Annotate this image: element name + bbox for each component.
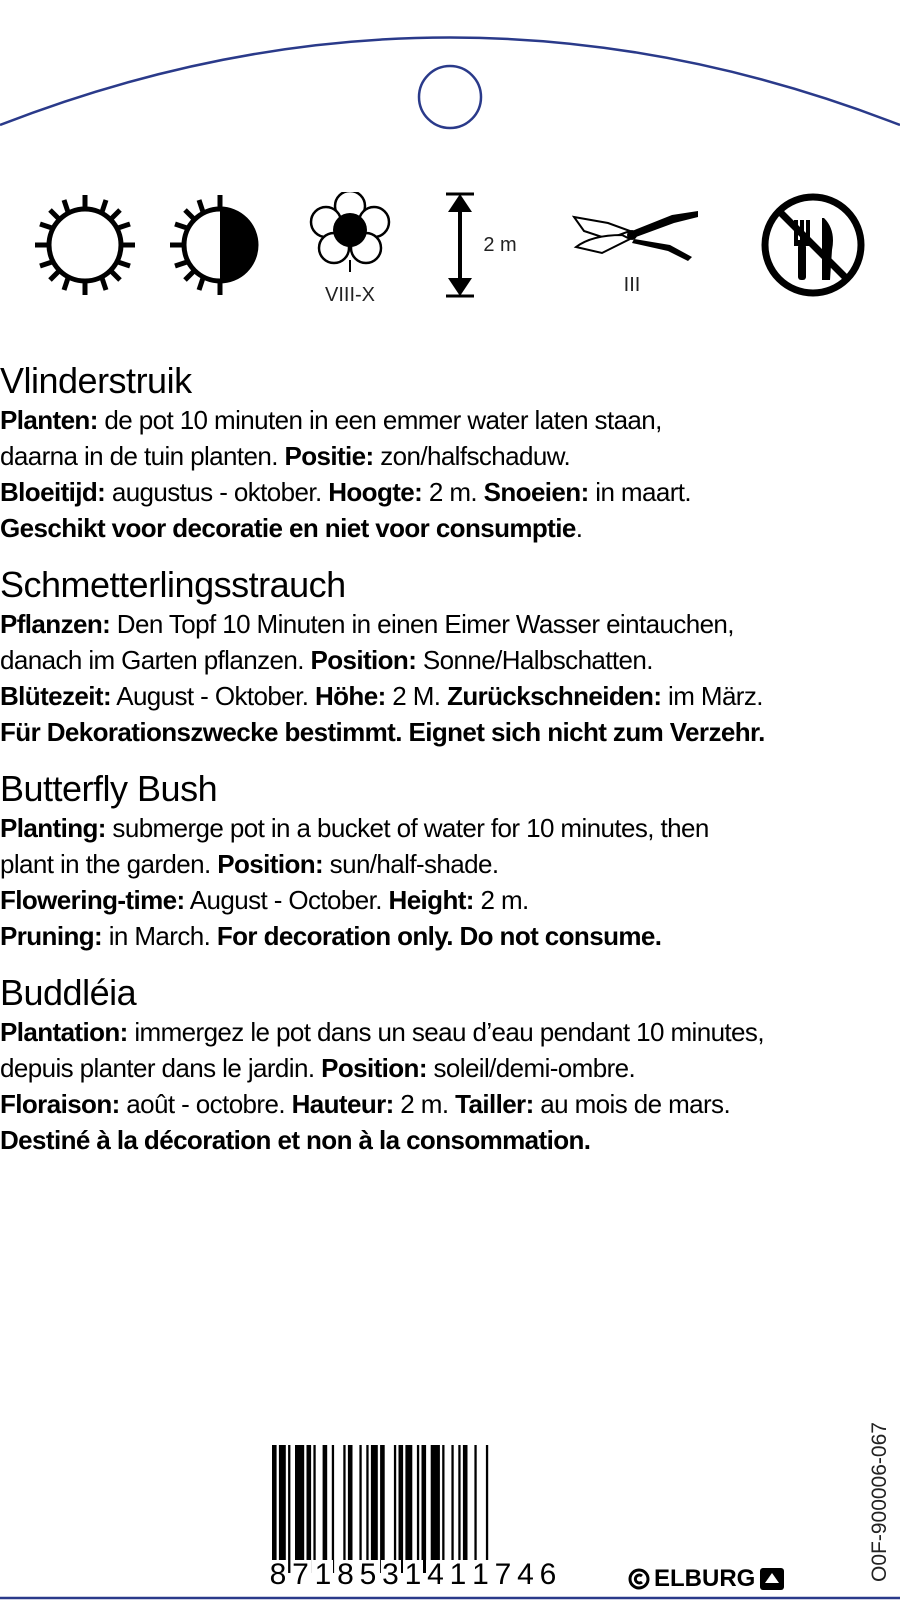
instruction-line — [0, 918, 900, 954]
flower-icon — [300, 192, 400, 272]
barcode-digit: 1 — [404, 1558, 422, 1591]
barcode-digit: 1 — [472, 1558, 489, 1591]
instruction-line — [0, 510, 900, 546]
bold-text: Tailler: — [455, 1089, 534, 1119]
bold-text: Snoeien: — [483, 477, 589, 507]
barcode-bar — [399, 1445, 404, 1573]
text: soleil/demi-ombre. — [426, 1053, 636, 1083]
barcode-bar — [279, 1445, 286, 1573]
text: in March. — [102, 921, 217, 951]
brand-mark-icon — [759, 1567, 785, 1591]
barcode-digit: 1 — [449, 1558, 467, 1591]
barcode-digit: 5 — [359, 1558, 377, 1591]
text: Sonne/Halbschatten. — [416, 645, 653, 675]
barcode-bar — [458, 1445, 460, 1573]
product-code: O0F-900006-067 — [868, 1422, 891, 1582]
bold-text: Höhe: — [314, 681, 386, 711]
instruction-line — [0, 606, 900, 642]
barcode-bar — [348, 1445, 353, 1573]
half-shade-icon — [165, 190, 275, 300]
barcode-bar — [295, 1445, 304, 1573]
barcode-digit: 8 — [337, 1558, 354, 1591]
instruction-line — [0, 474, 900, 510]
instruction-line — [0, 1086, 900, 1122]
barcode-bar — [451, 1445, 453, 1573]
bold-text: Position: — [310, 645, 417, 675]
text: 2 M. — [385, 681, 448, 711]
text: 2 m. — [422, 477, 484, 507]
text: 2 m. — [473, 885, 529, 915]
instruction-line — [0, 882, 900, 918]
barcode-digit: 8 — [269, 1558, 287, 1591]
text: depuis planter dans le jardin. — [0, 1053, 322, 1083]
label-top-arc — [0, 38, 900, 126]
section-2 — [0, 768, 900, 954]
barcode-digit: 3 — [382, 1558, 399, 1591]
bold-text: For decoration only. Do not consume. — [216, 921, 662, 951]
hanger-hole — [419, 66, 481, 128]
barcode-bar — [422, 1445, 427, 1573]
pruning-month-caption: III — [623, 274, 641, 296]
barcode-bar — [474, 1445, 476, 1573]
barcode-bar — [417, 1445, 419, 1573]
instruction-line — [0, 1050, 900, 1086]
barcode-bar — [442, 1445, 444, 1573]
barcode-digit: 1 — [314, 1558, 332, 1591]
instruction-line — [0, 1014, 900, 1050]
section-title: Butterfly Bush — [0, 768, 218, 809]
text: sun/half-shade. — [323, 849, 499, 879]
instruction-line — [0, 402, 900, 438]
instruction-line — [0, 846, 900, 882]
barcode-bar — [431, 1445, 440, 1573]
bold-text: Hauteur: — [291, 1089, 394, 1119]
section-1 — [0, 564, 900, 750]
barcode-bar — [394, 1445, 396, 1573]
height-caption: 2 m — [483, 234, 517, 256]
bold-text: Hoogte: — [328, 477, 423, 507]
bold-text: Zurückschneiden: — [447, 681, 662, 711]
text: im März. — [661, 681, 763, 711]
text: 2 m. — [393, 1089, 456, 1119]
barcode-digit: 6 — [539, 1558, 557, 1591]
text: daarna in de tuin planten. — [0, 441, 285, 471]
text: immergez le pot dans un seau d’eau pendant 10 minutes, — [127, 1017, 764, 1047]
instruction-line — [0, 642, 900, 678]
text: danach im Garten pflanzen. — [0, 645, 311, 675]
copyright-icon — [628, 1568, 650, 1590]
instruction-line — [0, 810, 900, 846]
text: August - October. — [184, 885, 389, 915]
pruning-shears-icon — [572, 205, 712, 265]
barcode-digit: 4 — [427, 1558, 444, 1591]
text: in maart. — [588, 477, 692, 507]
barcode-bar — [371, 1445, 378, 1573]
text: submerge pot in a bucket of water for 10 minutes, then — [105, 813, 709, 843]
care-instructions — [0, 360, 900, 1176]
barcode — [268, 1445, 558, 1595]
text: août - octobre. — [119, 1089, 292, 1119]
barcode-bar — [288, 1445, 290, 1573]
barcode-bar — [359, 1445, 361, 1573]
barcode-bar — [332, 1445, 334, 1573]
bold-text: Destiné à la décoration et non à la consommation. — [0, 1125, 591, 1155]
barcode-bar — [366, 1445, 368, 1573]
bold-text: Plantation: — [0, 1017, 128, 1047]
text: August - Oktober. — [111, 681, 315, 711]
bold-text: Geschikt voor decoratie en niet voor consumptie — [0, 513, 576, 543]
not-edible-icon — [758, 190, 868, 300]
text: . — [575, 513, 583, 543]
bold-text: Height: — [388, 885, 474, 915]
barcode-bar — [486, 1445, 488, 1573]
flowering-months-caption: VIII-X — [324, 284, 375, 306]
barcode-number — [268, 1560, 558, 1590]
full-sun-icon — [30, 190, 140, 300]
instruction-line — [0, 1122, 900, 1158]
text: plant in the garden. — [0, 849, 218, 879]
text: Den Topf 10 Minuten in einen Eimer Wasser eintauchen, — [110, 609, 734, 639]
bold-text: Planting: — [0, 813, 106, 843]
text: de pot 10 minuten in een emmer water laten staan, — [97, 405, 662, 435]
text: zon/halfschaduw. — [373, 441, 571, 471]
bold-text: Position: — [217, 849, 324, 879]
section-0 — [0, 360, 900, 546]
bold-text: Flowering-time: — [0, 885, 185, 915]
bold-text: Blütezeit: — [0, 681, 112, 711]
bold-text: Für Dekorationszwecke bestimmt. Eignet sich nicht zum Verzehr. — [0, 717, 765, 747]
text: au mois de mars. — [533, 1089, 731, 1119]
barcode-digit: 7 — [292, 1558, 309, 1591]
barcode-bar — [323, 1445, 328, 1573]
barcode-bar — [307, 1445, 312, 1573]
bold-text: Bloeitijd: — [0, 477, 106, 507]
brand-logo — [628, 1565, 785, 1593]
bold-text: Floraison: — [0, 1089, 120, 1119]
barcode-bar — [343, 1445, 345, 1573]
bold-text: Planten: — [0, 405, 98, 435]
barcode-digit: 4 — [517, 1558, 534, 1591]
section-title: Vlinderstruik — [0, 360, 192, 401]
bold-text: Positie: — [284, 441, 374, 471]
brand-name: ELBURG — [654, 1565, 756, 1592]
section-title: Buddléia — [0, 972, 137, 1013]
instruction-line — [0, 714, 900, 750]
bold-text: Pruning: — [0, 921, 103, 951]
barcode-bar — [272, 1445, 277, 1573]
text: augustus - oktober. — [105, 477, 329, 507]
barcode-bar — [405, 1445, 412, 1573]
bold-text: Pflanzen: — [0, 609, 111, 639]
barcode-digit: 7 — [494, 1558, 512, 1591]
barcode-bar — [313, 1445, 315, 1573]
bold-text: Position: — [321, 1053, 427, 1083]
instruction-line — [0, 678, 900, 714]
section-3 — [0, 972, 900, 1158]
section-title: Schmetterlingsstrauch — [0, 564, 346, 605]
instruction-line — [0, 438, 900, 474]
care-icons-row — [0, 180, 900, 310]
barcode-bar — [463, 1445, 468, 1573]
barcode-bar — [380, 1445, 385, 1573]
